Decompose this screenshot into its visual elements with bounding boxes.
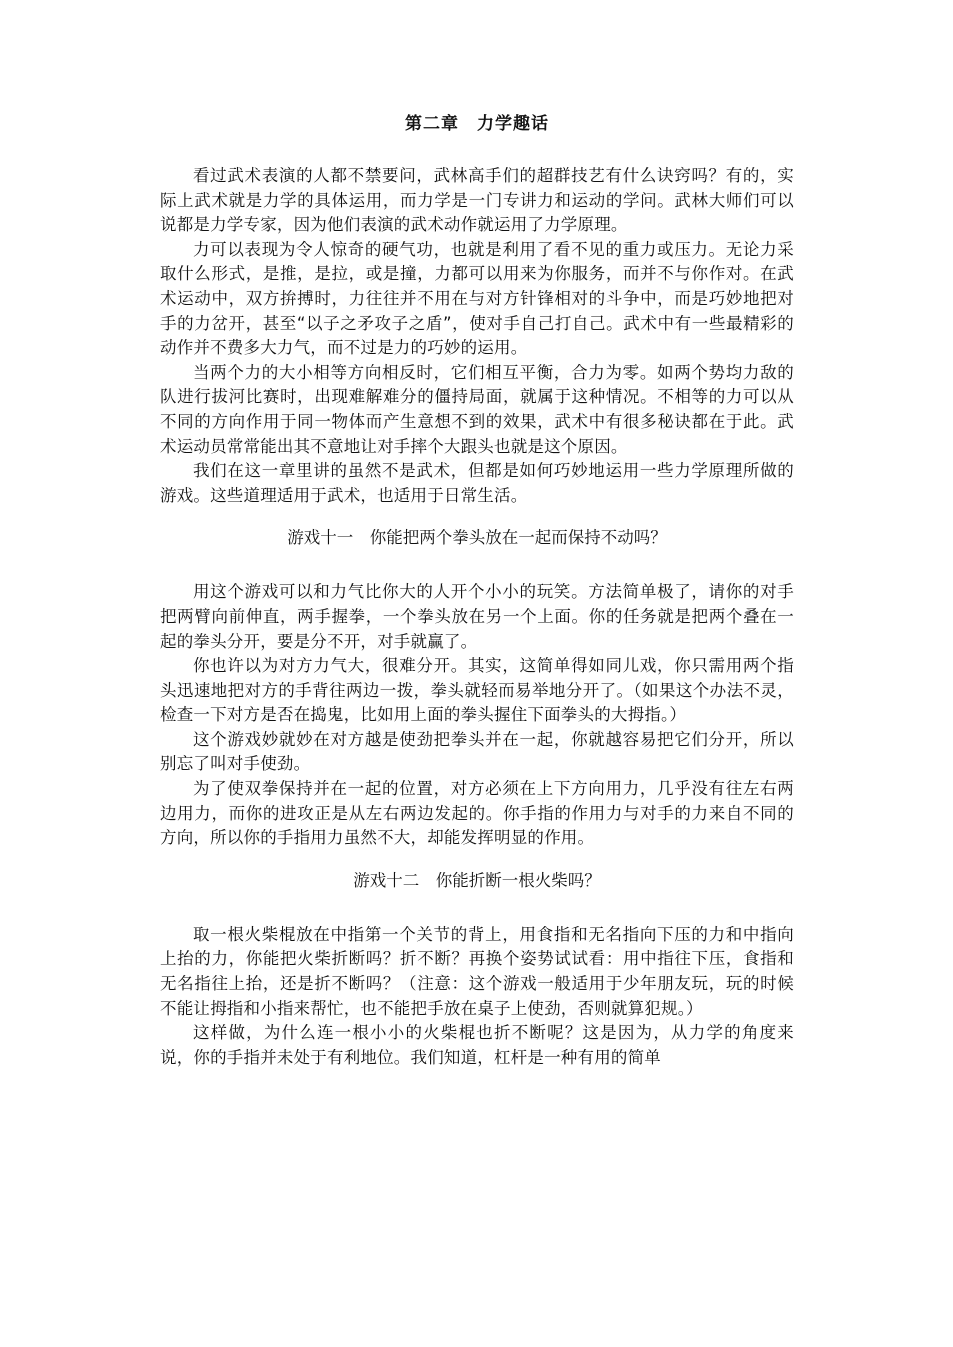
intro-paragraph-3: 当两个力的大小相等方向相反时，它们相互平衡，合力为零。如两个势均力敌的队进行拔河比赛时，出现难解难分的僵持局面，就属于这种情况。不相等的力可以从不同的方向作用于同一物体而产生意想不到的效果，武术中有很多秘诀都在于此。武术运动员常常能出其不意地让对手摔个大跟头也就是这个原因。 xyxy=(160,362,794,456)
game11-paragraph-3: 这个游戏妙就妙在对方越是使劲把拳头并在一起，你就越容易把它们分开，所以别忘了叫对手使劲。 xyxy=(160,729,794,774)
intro-paragraph-1: 看过武术表演的人都不禁要问，武林高手们的超群技艺有什么诀窍吗？有的，实际上武术就是力学的具体运用，而力学是一门专讲力和运动的学问。武林大师们可以说都是力学专家，因为他们表演的武术动作就运用了力学原理。 xyxy=(160,166,794,235)
game12-paragraph-2: 这样做，为什么连一根小小的火柴棍也折不断呢？这是因为，从力学的角度来说，你的手指并未处于有利地位。我们知道，杠杆是一种有用的简单 xyxy=(160,1023,794,1067)
intro-paragraph-4: 我们在这一章里讲的虽然不是武术，但都是如何巧妙地运用一些力学原理所做的游戏。这些道理适用于武术，也适用于日常生活。 xyxy=(160,461,794,505)
chapter-title: 第二章 力学趣话 xyxy=(405,114,549,134)
document-page xyxy=(160,112,794,1070)
game11-paragraph-1: 用这个游戏可以和力气比你大的人开个小小的玩笑。方法简单极了，请你的对手把两臂向前伸直，两手握拳，一个拳头放在另一个上面。你的任务就是把两个叠在一起的拳头分开，要是分不开，对手就赢了。 xyxy=(160,582,794,651)
game11-paragraph-4: 为了使双拳保持并在一起的位置，对方必须在上下方向用力，几乎没有往左右两边用力，而你的进攻正是从左右两边发起的。你手指的作用力与对手的力来自不同的方向，所以你的手指用力虽然不大，却能发挥明显的作用。 xyxy=(160,779,794,848)
game12-title: 游戏十二 你能折断一根火柴吗？ xyxy=(353,870,601,890)
intro-paragraph-2: 力可以表现为令人惊奇的硬气功，也就是利用了看不见的重力或压力。无论力采取什么形式，是推，是拉，或是撞，力都可以用来为你服务，而并不与你作对。在武术运动中，双方拚搏时，力往往并不用在与对方针锋相对的斗争中，而是巧妙地把对手的力岔开，甚至“以子之矛攻子之盾”，使对手自己打自己。武术中有一些最精彩的动作并不费多大力气，而不过是力的巧妙的运用。 xyxy=(160,239,794,358)
game12-paragraph-1: 取一根火柴棍放在中指第一个关节的背上，用食指和无名指向下压的力和中指向上抬的力，你能把火柴折断吗？折不断？再换个姿势试试看：用中指往下压，食指和无名指往上抬，还是折不断吗？（注意：这个游戏一般适用于少年朋友玩，玩的时候不能让拇指和小指来帮忙，也不能把手放在桌子上使劲，否则就算犯规。） xyxy=(160,924,794,1018)
game11-title: 游戏十一 你能把两个拳头放在一起而保持不动吗？ xyxy=(287,528,667,548)
game11-paragraph-2: 你也许以为对方力气大，很难分开。其实，这简单得如同儿戏，你只需用两个指头迅速地把对方的手背往两边一拨，拳头就轻而易举地分开了。（如果这个办法不灵，检查一下对方是否在捣鬼，比如用上面的拳头握住下面拳头的大拇指。） xyxy=(160,656,794,725)
